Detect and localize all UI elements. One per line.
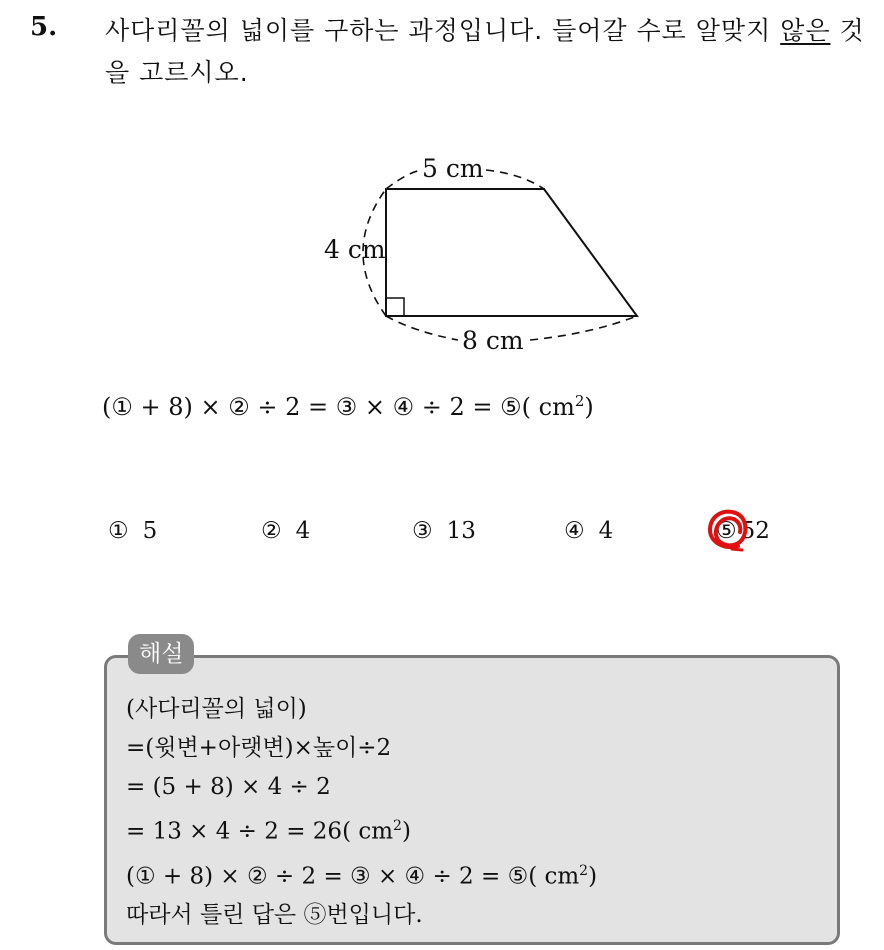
bottom-dimension-arc-left	[386, 316, 458, 340]
choice-1[interactable]	[108, 518, 157, 544]
explanation-line-4-exponent: 2	[393, 818, 402, 834]
explanation-line-5-exponent: 2	[579, 862, 589, 879]
choice-2-number: ②	[261, 518, 282, 544]
explanation-line-3: = (5 + 8) × 4 ÷ 2	[126, 774, 331, 800]
formula-exponent: 2	[574, 392, 585, 410]
choice-1-number: ①	[108, 518, 129, 544]
explanation-line-6: 따라서 틀린 답은 ⑤번입니다.	[126, 902, 423, 929]
choice-3[interactable]	[412, 518, 476, 544]
explanation-line-4-close: )	[401, 818, 411, 845]
trapezoid-figure	[300, 150, 660, 360]
question-text	[105, 10, 870, 94]
bottom-dimension-arc-right	[530, 316, 637, 340]
bottom-side-label: 8 cm	[462, 326, 524, 355]
choice-4-value: 4	[598, 518, 614, 544]
top-dimension-arc-right	[486, 170, 544, 189]
choice-5-number: ⑤	[716, 518, 737, 544]
explanation-line-4-text: = 13 × 4 ÷ 2 = 26( cm	[126, 818, 394, 845]
choice-1-value: 5	[142, 518, 158, 544]
question-number: 5.	[30, 12, 58, 42]
top-side-label: 5 cm	[422, 154, 484, 183]
trapezoid-diagram	[300, 150, 660, 360]
top-dimension-arc-left	[386, 170, 422, 189]
choice-3-value: 13	[446, 518, 476, 544]
explanation-line-1: (사다리꼴의 넓이)	[126, 696, 307, 722]
explanation-line-2: =(윗변+아랫변)×높이÷2	[126, 735, 392, 761]
choice-4[interactable]	[564, 518, 613, 544]
explanation-line-5	[126, 852, 826, 897]
explanation-tag: 해설	[128, 634, 194, 674]
formula-text: (① + 8) × ② ÷ 2 = ③ × ④ ÷ 2 = ⑤( cm	[102, 393, 575, 421]
choice-4-number: ④	[564, 518, 585, 544]
trapezoid-shape	[386, 189, 637, 316]
question-text-end: 것을 고르시오.	[105, 16, 865, 87]
choice-5-value: 52	[740, 518, 770, 544]
explanation-line-5-text: (① + 8) × ② ÷ 2 = ③ × ④ ÷ 2 = ⑤( cm	[126, 863, 580, 890]
choice-2-value: 4	[295, 518, 311, 544]
explanation-content	[126, 690, 826, 935]
area-formula	[102, 392, 594, 421]
height-label: 4 cm	[324, 235, 386, 264]
answer-circle-mark-icon	[702, 504, 752, 556]
choice-3-number: ③	[412, 518, 433, 544]
question-text-main: 사다리꼴의 넓이를 구하는 과정입니다. 들어갈 수로 알맞지	[105, 16, 781, 45]
answer-choices	[108, 518, 828, 554]
right-angle-mark	[386, 298, 404, 316]
question-text-underlined: 않은	[780, 16, 831, 45]
explanation-line-5-close: )	[588, 863, 598, 890]
choice-2[interactable]	[261, 518, 310, 544]
explanation-line-4	[126, 807, 826, 852]
formula-close: )	[584, 393, 594, 421]
